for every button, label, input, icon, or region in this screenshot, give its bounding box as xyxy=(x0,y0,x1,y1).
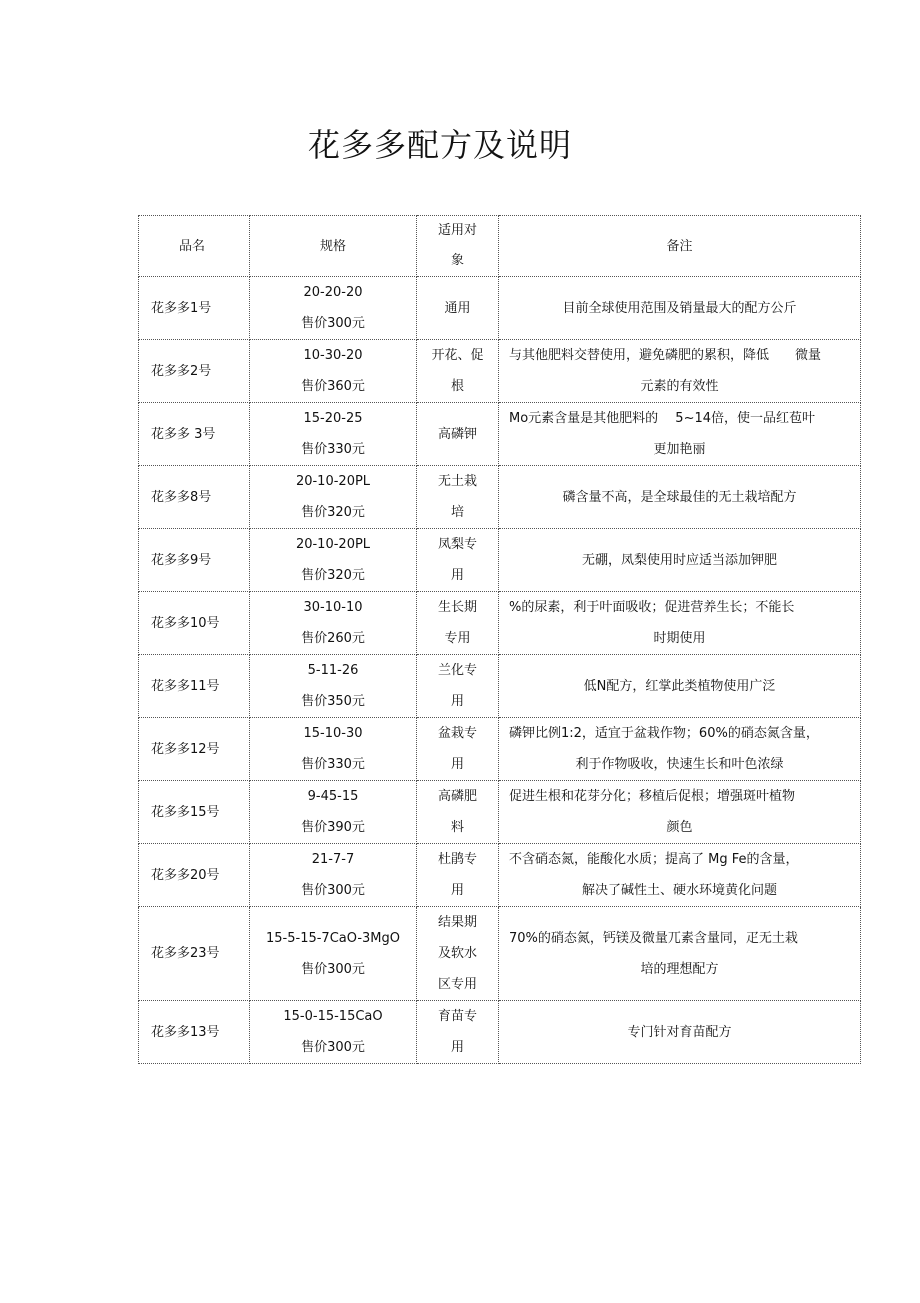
product-spec xyxy=(250,277,417,340)
spec-price: 售价300元 xyxy=(301,961,365,977)
target-line: 育苗专 xyxy=(437,1009,477,1024)
note-line: Mo元素含量是其他肥料的 5~14倍，使一品红苞叶 xyxy=(509,411,816,426)
product-name: 花多多10号 xyxy=(139,592,250,655)
target-line: 高磷钾 xyxy=(437,426,477,442)
table-row xyxy=(139,403,861,466)
product-name: 花多多1号 xyxy=(139,277,250,340)
product-target xyxy=(417,718,499,781)
note-line: 目前全球使用范围及销量最大的配方公斤 xyxy=(562,300,797,316)
target-line: 凤梨专 xyxy=(437,537,477,552)
target-line: 通用 xyxy=(444,300,471,316)
product-note xyxy=(499,340,861,403)
product-spec xyxy=(250,907,417,1001)
note-line: 无硼，凤梨使用时应适当添加钾肥 xyxy=(581,552,777,568)
product-target xyxy=(417,403,499,466)
target-line: 无土栽 xyxy=(437,474,477,489)
note-line: %的尿素，利于叶面吸收；促进营养生长；不能长 xyxy=(509,600,795,615)
note-line: 磷钾比例1:2，适宜于盆栽作物；60%的硝态氮含量， xyxy=(509,726,819,741)
note-line: 磷含量不高，是全球最佳的无土栽培配方 xyxy=(562,489,797,505)
spec-ratio: 30-10-10 xyxy=(303,600,363,615)
table-row xyxy=(139,781,861,844)
table-row xyxy=(139,844,861,907)
product-name: 花多多 3号 xyxy=(139,403,250,466)
product-name: 花多多23号 xyxy=(139,907,250,1001)
product-spec xyxy=(250,592,417,655)
product-note xyxy=(499,844,861,907)
product-spec xyxy=(250,340,417,403)
spec-price: 售价330元 xyxy=(301,442,365,457)
product-note xyxy=(499,529,861,592)
note-line: 70%的硝态氮，钙镁及微量兀素含量同，疋无土栽 xyxy=(509,930,798,946)
target-line: 用 xyxy=(450,1040,464,1055)
note-line: 专门针对育苗配方 xyxy=(627,1024,732,1040)
product-target xyxy=(417,781,499,844)
header-name: 品名 xyxy=(139,216,250,277)
table-row xyxy=(139,277,861,340)
header-target-line: 象 xyxy=(450,253,464,268)
spec-ratio: 10-30-20 xyxy=(303,348,363,363)
product-note xyxy=(499,277,861,340)
spec-price: 售价320元 xyxy=(301,568,365,583)
table-header-row xyxy=(139,216,861,277)
note-line: 低N配方，红掌此类植物使用广泛 xyxy=(583,678,776,694)
target-line: 专用 xyxy=(444,631,471,646)
spec-price: 售价390元 xyxy=(301,820,365,835)
spec-ratio: 20-10-20PL xyxy=(295,474,371,489)
spec-price: 售价350元 xyxy=(301,694,365,709)
note-line: 解决了碱性土、硬水环境黄化问题 xyxy=(581,883,777,898)
spec-price: 售价300元 xyxy=(301,1040,365,1055)
target-line: 用 xyxy=(450,694,464,709)
target-line: 根 xyxy=(450,379,464,394)
header-target xyxy=(417,216,499,277)
product-note xyxy=(499,1001,861,1064)
spec-price: 售价360元 xyxy=(301,379,365,394)
product-target xyxy=(417,529,499,592)
table-row xyxy=(139,718,861,781)
note-line: 时期使用 xyxy=(653,631,706,646)
product-spec xyxy=(250,655,417,718)
target-line: 及软水 xyxy=(437,946,477,961)
spec-ratio: 9-45-15 xyxy=(307,789,359,804)
product-target xyxy=(417,592,499,655)
product-name: 花多多8号 xyxy=(139,466,250,529)
product-target xyxy=(417,655,499,718)
table-row xyxy=(139,592,861,655)
note-line: 颜色 xyxy=(666,820,693,835)
target-line: 用 xyxy=(450,757,464,772)
note-line: 促进生根和花芽分化；移植后促根；增强斑叶植物 xyxy=(509,789,796,804)
product-name: 花多多20号 xyxy=(139,844,250,907)
spec-price: 售价300元 xyxy=(301,883,365,898)
product-note xyxy=(499,466,861,529)
product-target xyxy=(417,907,499,1001)
spec-ratio: 15-5-15-7CaO-3MgO xyxy=(266,930,400,946)
product-spec xyxy=(250,466,417,529)
spec-ratio: 15-20-25 xyxy=(303,411,363,426)
spec-ratio: 15-0-15-15CaO xyxy=(283,1009,383,1024)
product-spec xyxy=(250,529,417,592)
product-spec xyxy=(250,403,417,466)
header-note: 备注 xyxy=(499,216,861,277)
note-line: 更加艳丽 xyxy=(653,442,706,457)
target-line: 杜鹃专 xyxy=(437,852,477,867)
product-target xyxy=(417,277,499,340)
header-target-line: 适用对 xyxy=(437,223,477,238)
target-line: 用 xyxy=(450,883,464,898)
product-note xyxy=(499,655,861,718)
table-row xyxy=(139,340,861,403)
product-name: 花多多15号 xyxy=(139,781,250,844)
target-line: 开花、促 xyxy=(431,348,484,363)
table-row xyxy=(139,907,861,1001)
target-line: 盆栽专 xyxy=(437,726,477,741)
product-target xyxy=(417,466,499,529)
product-name: 花多多12号 xyxy=(139,718,250,781)
table-row xyxy=(139,655,861,718)
spec-ratio: 21-7-7 xyxy=(311,852,355,867)
spec-ratio: 15-10-30 xyxy=(303,726,363,741)
target-line: 兰化专 xyxy=(437,663,477,678)
product-name: 花多多2号 xyxy=(139,340,250,403)
spec-price: 售价300元 xyxy=(301,316,365,331)
table-row xyxy=(139,1001,861,1064)
fertilizer-table xyxy=(138,215,861,1064)
product-target xyxy=(417,340,499,403)
product-target xyxy=(417,1001,499,1064)
product-name: 花多多9号 xyxy=(139,529,250,592)
product-spec xyxy=(250,781,417,844)
product-name: 花多多11号 xyxy=(139,655,250,718)
note-line: 利于作物吸收，快速生长和叶色浓绿 xyxy=(575,757,784,772)
target-line: 料 xyxy=(450,820,464,835)
product-note xyxy=(499,718,861,781)
spec-price: 售价330元 xyxy=(301,757,365,772)
table-row xyxy=(139,529,861,592)
spec-ratio: 20-10-20PL xyxy=(295,537,371,552)
target-line: 生长期 xyxy=(437,600,477,615)
product-spec xyxy=(250,1001,417,1064)
spec-ratio: 20-20-20 xyxy=(303,285,363,300)
product-note xyxy=(499,592,861,655)
spec-price: 售价320元 xyxy=(301,505,365,520)
product-note xyxy=(499,781,861,844)
table-row xyxy=(139,466,861,529)
target-line: 培 xyxy=(450,505,464,520)
note-line: 不含硝态氮，能酸化水质；提高了 Mg Fe的含量， xyxy=(509,852,799,867)
target-line: 用 xyxy=(450,568,464,583)
page-title: 花多多配方及说明 xyxy=(308,126,573,164)
target-line: 区专用 xyxy=(437,977,477,992)
product-note xyxy=(499,403,861,466)
note-line: 元素的有效性 xyxy=(640,379,719,394)
spec-price: 售价260元 xyxy=(301,631,365,646)
header-spec: 规格 xyxy=(250,216,417,277)
note-line: 培的理想配方 xyxy=(640,961,719,977)
product-target xyxy=(417,844,499,907)
spec-ratio: 5-11-26 xyxy=(307,663,359,678)
target-line: 结果期 xyxy=(437,915,477,930)
product-name: 花多多13号 xyxy=(139,1001,250,1064)
product-spec xyxy=(250,844,417,907)
note-line: 与其他肥料交替使用，避免磷肥的累积，降低 微量 xyxy=(509,348,822,363)
product-spec xyxy=(250,718,417,781)
target-line: 高磷肥 xyxy=(437,789,477,804)
product-note xyxy=(499,907,861,1001)
